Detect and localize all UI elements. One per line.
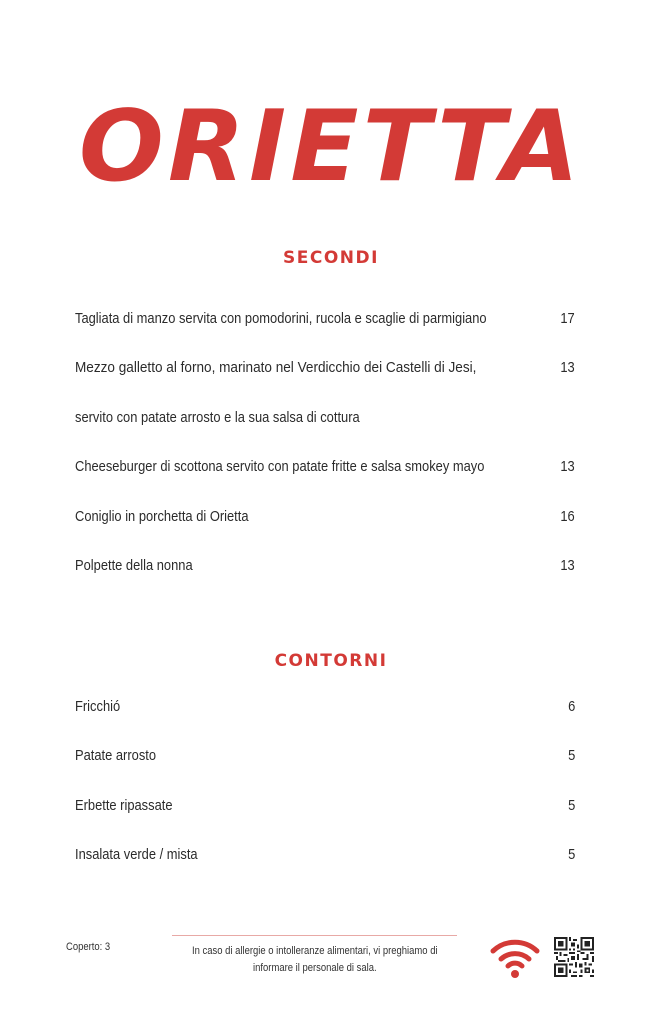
menu-item-continuation: [75, 409, 575, 426]
section-title-contorni: CONTORNI: [274, 651, 388, 671]
menu-item: [75, 508, 575, 525]
coperto-label: Coperto: 3: [66, 941, 111, 953]
menu-item: [75, 310, 575, 327]
footer-divider: [172, 935, 457, 936]
wifi-icon: [489, 935, 541, 979]
item-price: 6: [567, 698, 575, 715]
item-price: 5: [567, 747, 575, 764]
item-name: Tagliata di manzo servita con pomodorini, rucola e scaglie di parmigiano: [75, 310, 487, 327]
allergy-notice: [160, 943, 470, 977]
item-price: 17: [560, 310, 575, 327]
menu-item: [75, 846, 575, 863]
restaurant-title: ORIETTA: [78, 90, 584, 204]
section-title-secondi: SECONDI: [283, 248, 379, 268]
item-price: 5: [567, 797, 575, 814]
item-name-line2: servito con patate arrosto e la sua salsa di cottura: [75, 409, 360, 426]
allergy-notice-line1: In caso di allergie o intolleranze alimentari, vi preghiamo di: [192, 945, 438, 957]
item-price: 13: [560, 458, 575, 475]
allergy-notice-line2: informare il personale di sala.: [253, 962, 377, 974]
qr-code-icon[interactable]: [554, 937, 594, 977]
item-name: Insalata verde / mista: [75, 846, 198, 863]
item-name: Erbette ripassate: [75, 797, 173, 814]
menu-item: [75, 747, 575, 764]
item-price: 5: [567, 846, 575, 863]
item-name: Polpette della nonna: [75, 557, 193, 574]
item-name: Coniglio in porchetta di Orietta: [75, 508, 249, 525]
item-name: Mezzo galletto al forno, marinato nel Verdicchio dei Castelli di Jesi,: [75, 359, 477, 376]
item-price: 16: [560, 508, 575, 525]
item-name: Cheeseburger di scottona servito con patate fritte e salsa smokey mayo: [75, 458, 485, 475]
menu-item: [75, 797, 575, 814]
menu-item: [75, 698, 575, 715]
item-name: Fricchió: [75, 698, 121, 715]
menu-item: [75, 359, 575, 376]
menu-item: [75, 557, 575, 574]
item-price: 13: [560, 359, 575, 376]
menu-item: [75, 458, 575, 475]
item-name: Patate arrosto: [75, 747, 157, 764]
item-price: 13: [560, 557, 575, 574]
